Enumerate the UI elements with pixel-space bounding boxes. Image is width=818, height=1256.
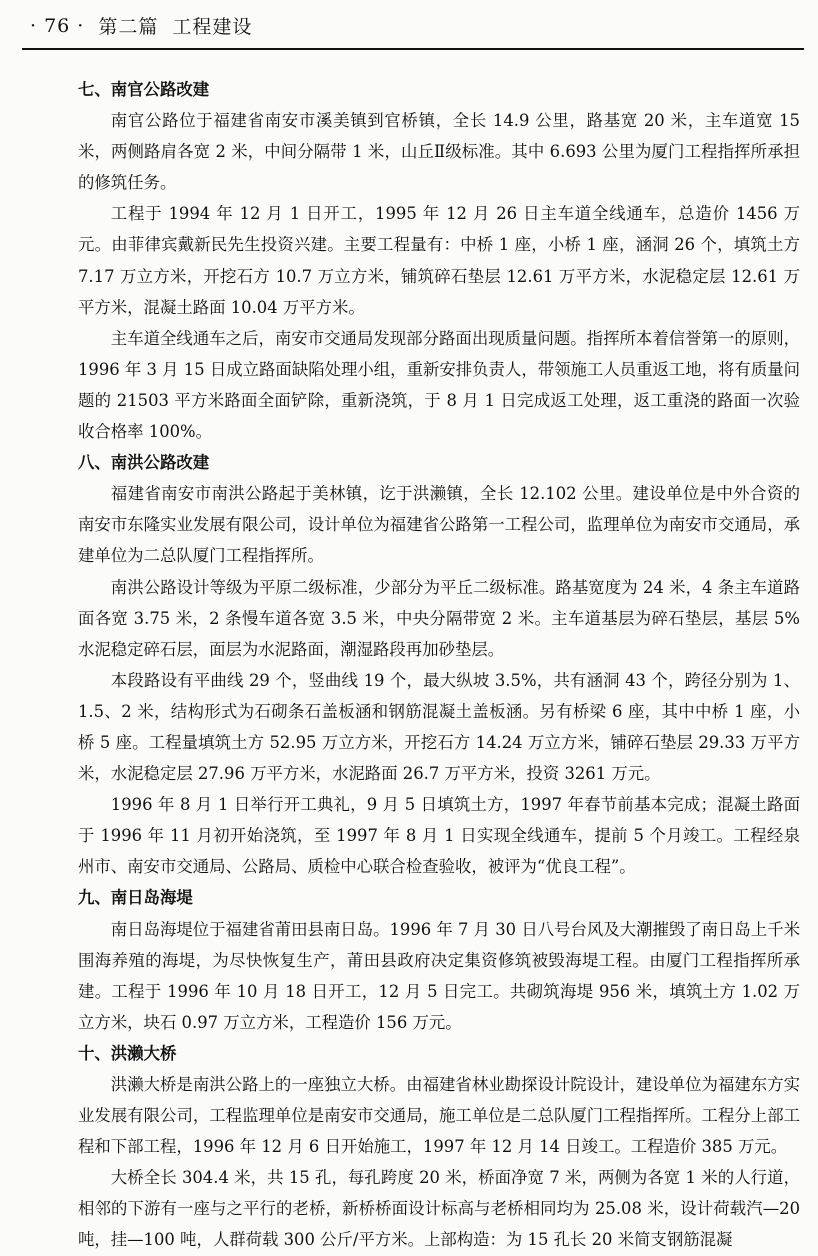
section-heading: 八、南洪公路改建: [78, 453, 210, 473]
body-text: [78, 74, 800, 1256]
paragraph: 本段路设有平曲线 29 个，竖曲线 19 个，最大纵坡 3.5%，共有涵洞 43 个，跨径分别为 1、1.5、2 米，结构形式为石砌条石盖板涵和钢筋混凝土盖板涵。另有桥梁 6 座，其中中桥 1 座，小桥 5 座。工程量填筑土方 52.95 万立方米，开挖石方 14.24 万立方米，铺碎石垫层 29.33 万平方米，水泥稳定层 27.96 万平方米，水泥路面 26.7 万平方米，投资 3261 万元。: [78, 670, 800, 784]
part-label: 第二篇: [98, 16, 159, 38]
section-heading: 十、洪濑大桥: [78, 1043, 177, 1063]
paragraph: 1996 年 8 月 1 日举行开工典礼，9 月 5 日填筑土方，1997 年春节前基本完成；混凝土路面于 1996 年 11 月初开始浇筑，至 1997 年 8 月 1 日实现全线通车，提前 5 个月竣工。工程经泉州市、南安市交通局、公路局、质检中心联合检查验收，被评为“优良工程”。: [78, 795, 800, 877]
paragraph: 南日岛海堤位于福建省莆田县南日岛。1996 年 7 月 30 日八号台风及大潮摧毁了南日岛上千米围海养殖的海堤，为尽快恢复生产，莆田县政府决定集资修筑被毁海堤工程。由厦门工程指挥所承建。工程于 1996 年 10 月 18 日开工，12 月 5 日完工。共砌筑海堤 956 米，填筑土方 1.02 万立方米，块石 0.97 万立方米，工程造价 156 万元。: [78, 919, 800, 1032]
paragraph: 南官公路位于福建省南安市溪美镇到官桥镇，全长 14.9 公里，路基宽 20 米，主车道宽 15 米，两侧路肩各宽 2 米，中间分隔带 1 米，山丘Ⅱ级标准。其中 6.693 公里为厦门工程指挥所承担的修筑任务。: [78, 111, 800, 193]
paragraph: 主车道全线通车之后，南安市交通局发现部分路面出现质量问题。指挥所本着信誉第一的原则，1996 年 3 月 15 日成立路面缺陷处理小组，重新安排负责人，带领施工人员重返工地，将有质量问题的 21503 平方米路面全面铲除，重新浇筑，于 8 月 1 日完成返工处理，返工重浇的路面一次验收合格率 100%。: [78, 328, 800, 442]
paragraph: 工程于 1994 年 12 月 1 日开工，1995 年 12 月 26 日主车道全线通车，总造价 1456 万元。由菲律宾戴新民先生投资兴建。主要工程量有：中桥 1 座，小桥 1 座，涵洞 26 个，填筑土方 7.17 万立方米，开挖石方 10.7 万立方米，铺筑碎石垫层 12.61 万平方米，水泥稳定层 12.61 万平方米，混凝土路面 10.04 万平方米。: [78, 204, 800, 317]
header-rule: [22, 48, 804, 50]
paragraph: 福建省南安市南洪公路起于美林镇，讫于洪濑镇，全长 12.102 公里。建设单位是中外合资的南安市东隆实业发展有限公司，设计单位为福建省公路第一工程公司，监理单位为南安市交通局，承建单位为二总队厦门工程指挥所。: [78, 484, 800, 566]
running-header: [30, 12, 800, 45]
page-number: · 76 ·: [30, 14, 85, 37]
paragraph: 洪濑大桥是南洪公路上的一座独立大桥。由福建省林业勘探设计院设计，建设单位为福建东方实业发展有限公司，工程监理单位是南安市交通局，施工单位是二总队厦门工程指挥所。工程分上部工程和下部工程，1996 年 12 月 6 日开始施工，1997 年 12 月 14 日竣工。工程造价 385 万元。: [78, 1075, 800, 1157]
section-heading: 七、南官公路改建: [78, 80, 210, 99]
paragraph: 大桥全长 304.4 米，共 15 孔，每孔跨度 20 米，桥面净宽 7 米，两侧为各宽 1 米的人行道，相邻的下游有一座与之平行的老桥，新桥桥面设计标高与老桥相同均为 25.08 米，设计荷载汽—20 吨，挂—100 吨，人群荷载 300 公斤/平方米。上部构造：为 15 孔长 20 米简支钢筋混凝: [78, 1168, 800, 1250]
paragraph: 南洪公路设计等级为平原二级标准，少部分为平丘二级标准。路基宽度为 24 米，4 条主车道路面各宽 3.75 米，2 条慢车道各宽 3.5 米，中央分隔带宽 2 米。主车道基层为碎石垫层，基层 5% 水泥稳定碎石层，面层为水泥路面，潮湿路段再加砂垫层。: [78, 577, 800, 659]
part-title: 工程建设: [172, 16, 253, 38]
section-heading: 九、南日岛海堤: [78, 888, 193, 908]
